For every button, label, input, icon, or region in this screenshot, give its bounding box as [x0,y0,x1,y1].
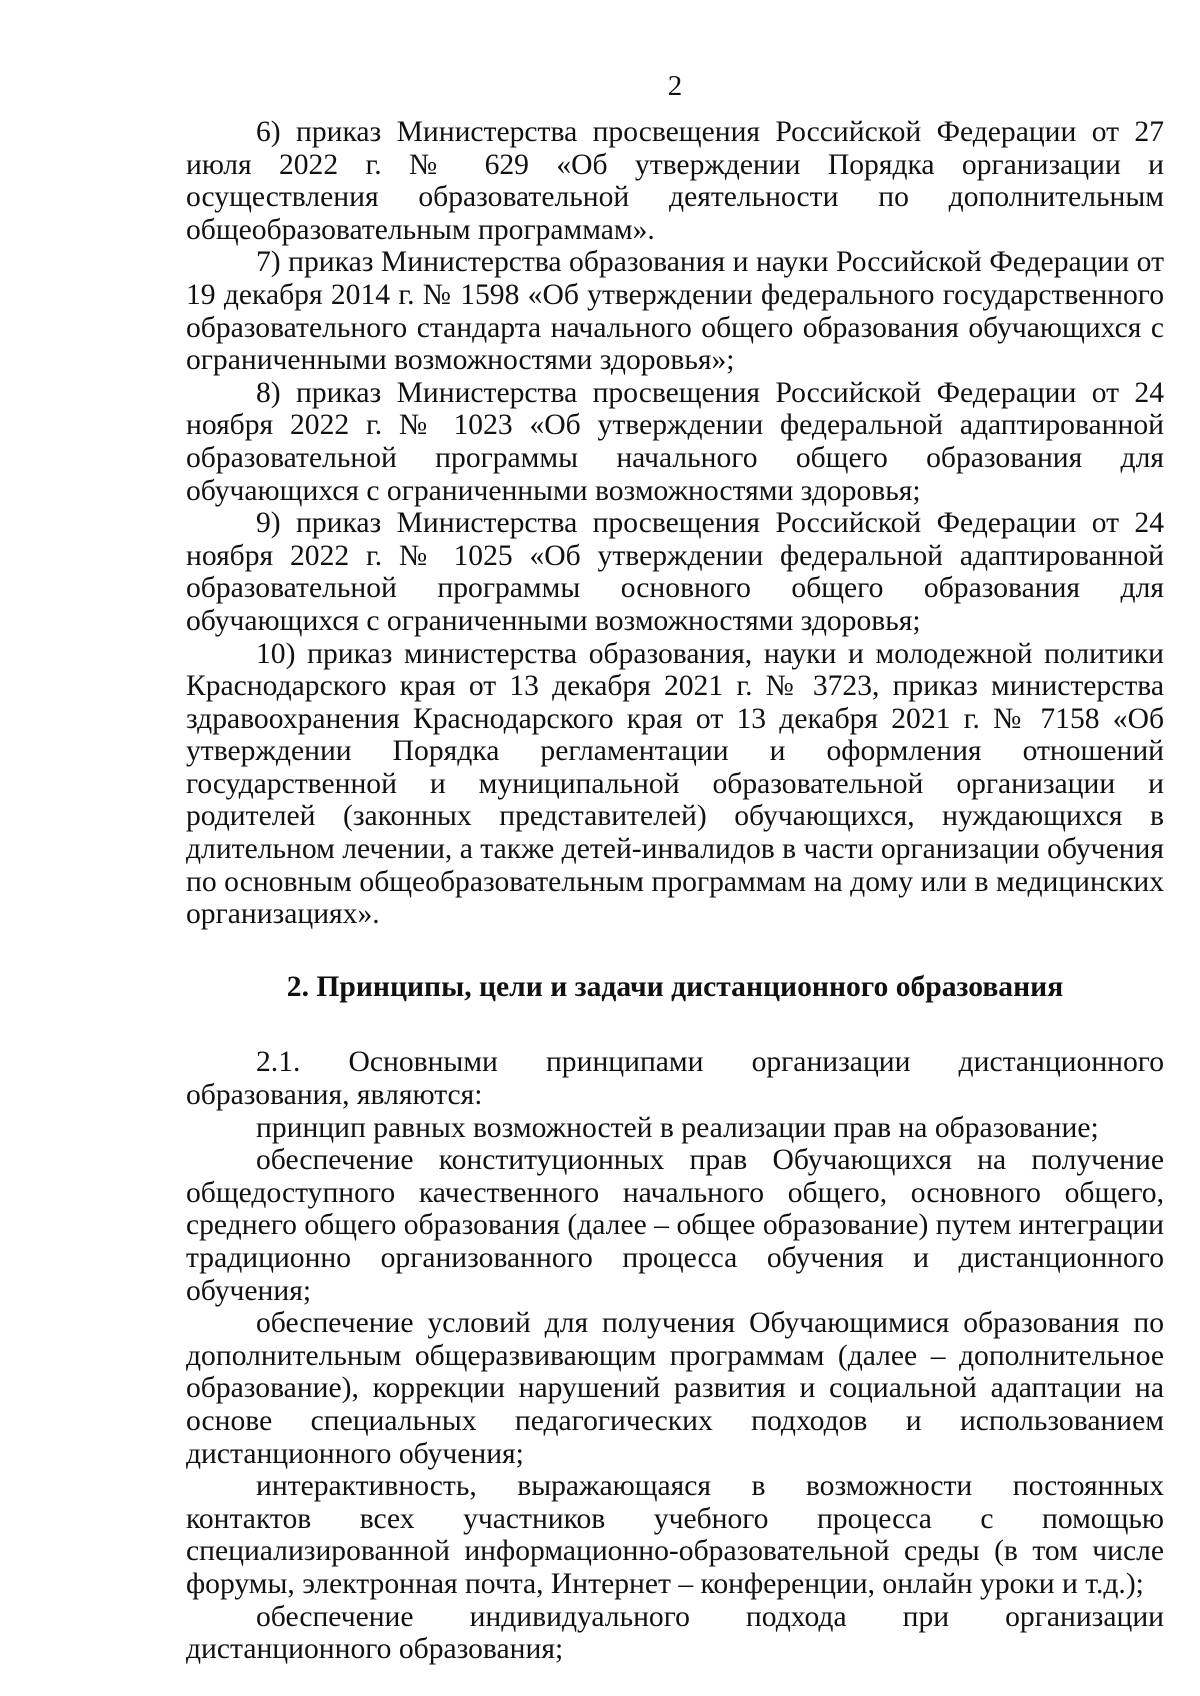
page-number: 2 [667,70,683,102]
paragraph-2-1: 2.1. Основными принципами организации дистанционного образования, являются: [186,1046,1164,1112]
principle-additional-education: обеспечение условий для получения Обучающимися образования по дополнительным общеразвивающим программам (далее – дополнительное образование), коррекции нарушений развития и социальной адаптации на основе специальных педагогических подходов и использованием дистанционного обучения; [186,1307,1164,1470]
list-item-10: 10) приказ министерства образования, науки и молодежной политики Краснодарского края от 13 декабря 2021 г. № 3723, приказ министерства здравоохранения Краснодарского края от 13 декабря 2021 г. № 7158 «Об утверждении Порядка регламентации и оформления отношений государственной и муниципальной образовательной организации и родителей (законных представителей) обучающихся, нуждающихся в длительном лечении, а также детей-инвалидов в части организации обучения по основным общеобразовательным программам на дому или в медицинских организациях». [186,637,1164,931]
section-heading: 2. Принципы, цели и задачи дистанционного образования [286,970,1064,1003]
principle-equal-opportunity: принцип равных возможностей в реализации прав на образование; [256,1111,1099,1144]
principle-interactivity: интерактивность, выражающаяся в возможности постоянных контактов всех участников учебного процесса с помощью специализированной информационно-образовательной среды (в том числе форумы, электронная почта, Интернет – конференции, онлайн уроки и т.д.); [186,1470,1164,1600]
principle-constitutional-rights: обеспечение конституционных прав Обучающихся на получение общедоступного качественного начального общего, основного общего, среднего общего образования (далее – общее образование) путем интеграции традиционно организованного процесса обучения и дистанционного обучения; [186,1144,1164,1307]
list-item-6: 6) приказ Министерства просвещения Российской Федерации от 27 июля 2022 г. № 629 «Об утверждении Порядка организации и осуществления образовательной деятельности по дополнительным общеобразовательным программам». [186,116,1164,246]
list-item-8: 8) приказ Министерства просвещения Российской Федерации от 24 ноября 2022 г. № 1023 «Об утверждении федеральной адаптированной образовательной программы начального общего образования для обучающихся с ограниченными возможностями здоровья; [186,376,1164,507]
list-item-9: 9) приказ Министерства просвещения Российской Федерации от 24 ноября 2022 г. № 1025 «Об утверждении федеральной адаптированной образовательной программы основного общего образования для обучающихся с ограниченными возможностями здоровья; [186,507,1164,637]
principle-individual-approach: обеспечение индивидуального подхода при организации дистанционного образования; [186,1600,1164,1666]
list-item-7: 7) приказ Министерства образования и науки Российской Федерации от 19 декабря 2014 г. № 1598 «Об утверждении федерального государственного образовательного стандарта начального общего образования обучающихся с ограниченными возможностями здоровья»; [186,246,1164,377]
document-body [186,116,1164,1666]
